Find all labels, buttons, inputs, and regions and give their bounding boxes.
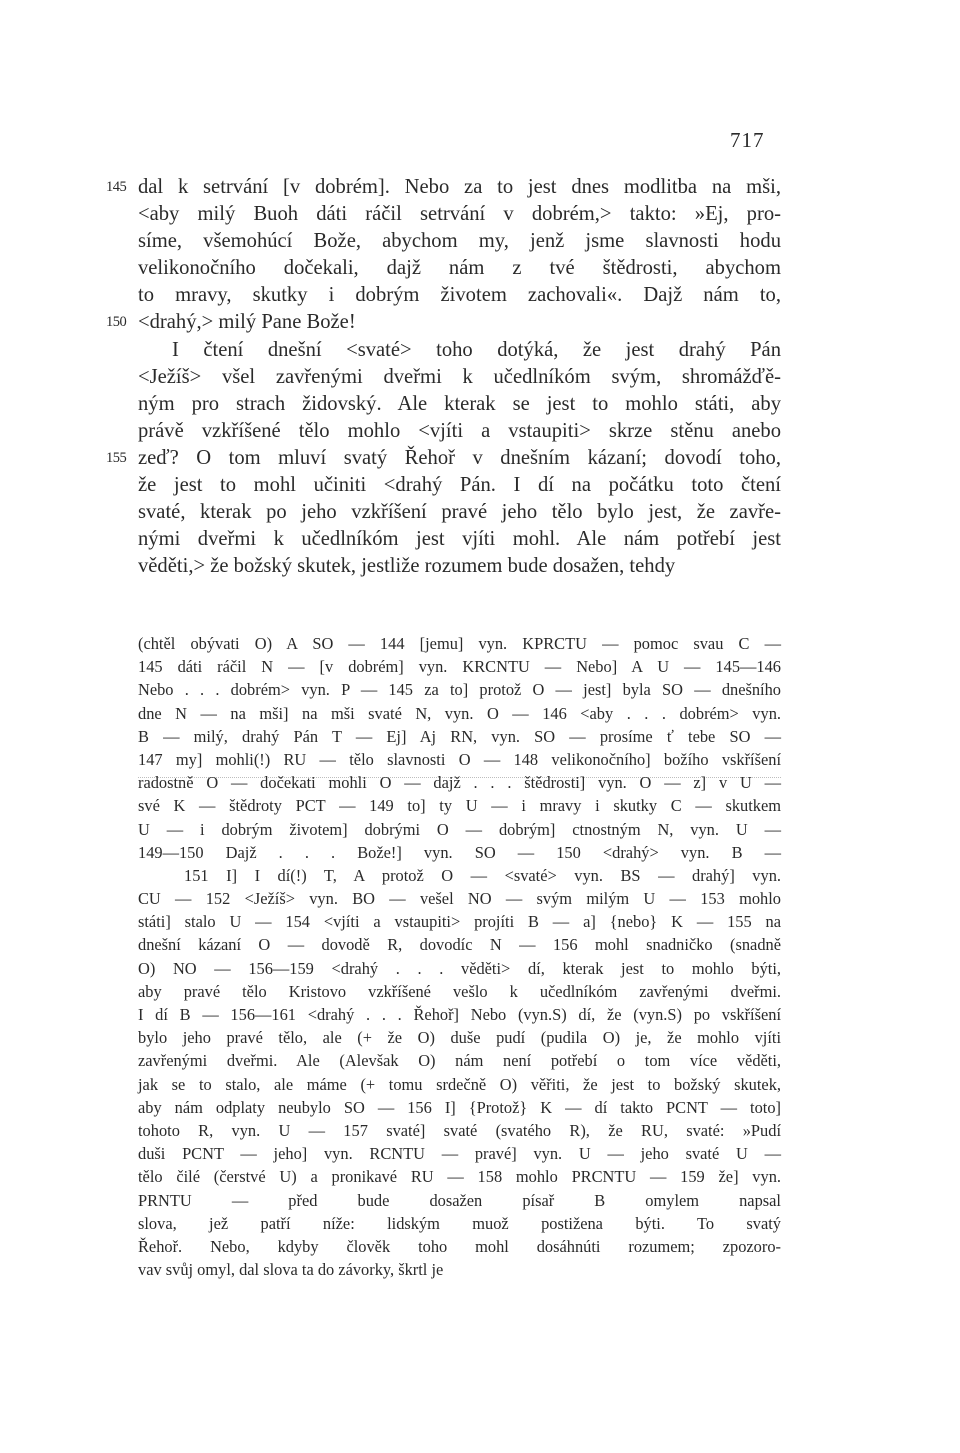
critical-apparatus: [138, 632, 781, 1281]
note-line: radostně O — dočekati mohli O — dajž . . . štědrosti] vyn. O — z] v U —: [138, 773, 781, 793]
line-text: dal k setrvání [v dobrém]. Nebo za to jest dnes modlitba na mši,: [138, 176, 781, 198]
note-line: slova, jež patří níže: lidským muož postižena býti. To svatý: [138, 1213, 781, 1233]
line-text: I čtení dnešní <svaté> toho dotýká, že jest drahý Pán: [172, 338, 781, 361]
note-line: dnešní kázaní O — dovodě R, dovodíc N — 156 mohl snadničko (snadně: [138, 935, 781, 955]
note-line: (chtěl obývati O) A SO — 144 [jemu] vyn. KPRCTU — pomoc svau C —: [138, 634, 781, 653]
note-line: své K — štědroty PCT — 149 to] ty U — i mravy i skutky C — skutkem: [138, 796, 781, 816]
line-number: 155: [106, 449, 127, 466]
note-line: státi] stalo U — 154 <vjíti a vstaupiti> projíti B — a] {nebo} K — 155 na: [138, 912, 781, 932]
note-line: bylo jeho pravé tělo, ale (+ že O) duše pudí (pudila O) je, že mohlo vjíti: [138, 1028, 781, 1048]
note-line: 145 dáti ráčil N — [v dobrém] vyn. KRCNTU — Nebo] A U — 145—146: [138, 657, 781, 677]
text-line: [138, 553, 781, 580]
note-line: 151 I] I dí(!) T, A protož O — <svaté> vyn. BS — drahý] vyn.: [184, 865, 781, 885]
line-text: ným pro strach židovský. Ale kterak se jest to mohlo státi, aby: [138, 392, 781, 415]
note-line: jak se to stalo, ale máme (+ tomu srdečně O) věřiti, že jest to božský skutek,: [138, 1074, 781, 1094]
note-line: aby nám odplaty neubylo SO — 156 I] {Protož} K — dí takto PCNT — toto]: [138, 1097, 781, 1117]
line-text: zeď? O tom mluví svatý Řehoř v dnešním kázaní; dovodí toho,: [138, 446, 781, 469]
line-text: věděti,> že božský skutek, jestliže rozumem bude dosažen, tehdy: [138, 555, 676, 578]
text-line: [138, 364, 781, 391]
note-line: 149—150 Dajž . . . Bože!] vyn. SO — 150 <drahý> vyn. B —: [138, 842, 781, 862]
text-line: [138, 472, 781, 499]
note-line: CU — 152 <Ježíš> vyn. BO — vešel NO — svým milým U — 153 mohlo: [138, 889, 781, 909]
text-line: [106, 309, 781, 336]
text-line: [138, 418, 781, 445]
text-line: [138, 499, 781, 526]
note-line: tohoto R, vyn. U — 157 svaté] svaté (svatého R), že RU, svaté: »Pudí: [138, 1120, 781, 1140]
text-line: [138, 391, 781, 418]
note-line: B — milý, drahý Pán T — Ej] Aj RN, vyn. SO — prosíme ť tebe SO —: [138, 726, 781, 746]
note-line: U — i dobrým životem] dobrými O — dobrým] ctnostným N, vyn. U —: [138, 819, 781, 839]
text-line: [138, 255, 781, 282]
line-text: velikonočního dočekali, dajž nám z tvé štědrosti, abychom: [138, 257, 781, 280]
note-line: 147 my] mohli(!) RU — tělo slavnosti O — 148 velikonočního] božího vskříšení: [138, 749, 781, 769]
line-text: právě vzkříšené tělo mohlo <vjíti a vstaupiti> skrze stěnu anebo: [138, 419, 781, 442]
note-line: tělo čilé (čerstvé U) a pronikavé RU — 158 mohlo PRCNTU — 159 že] vyn.: [138, 1167, 781, 1187]
text-line: [138, 282, 781, 309]
text-line: [138, 337, 781, 364]
main-text-block: [106, 174, 781, 580]
note-line: vav svůj omyl, dal slova ta do závorky, škrtl je: [138, 1260, 444, 1280]
line-text: svaté, kterak po jeho vzkříšení pravé jeho tělo bylo jest, že zavře-: [138, 501, 781, 524]
note-line: duši PCNT — jeho] vyn. RCNTU — pravé] vyn. U — jeho svaté U —: [138, 1144, 781, 1164]
note-line: O) NO — 156—159 <drahý . . . věděti> dí, kterak jest to mohlo býti,: [138, 958, 781, 978]
note-line: Nebo . . . dobrém> vyn. P — 145 za to] protož O — jest] byla SO — dnešního: [138, 680, 781, 700]
note-line: I dí B — 156—161 <drahý . . . Řehoř] Nebo (vyn.S) dí, že (vyn.S) po vskříšení: [138, 1005, 781, 1024]
line-number: 150: [106, 314, 127, 331]
line-text: to mravy, skutky i dobrým životem zachovali«. Dajž nám to,: [138, 284, 781, 307]
line-text: síme, všemohúcí Bože, abychom my, jenž jsme slavnosti hodu: [138, 230, 781, 253]
line-text: že jest to mohl učiniti <drahý Pán. I dí na počátku toto čtení: [138, 474, 781, 497]
text-line: [138, 526, 781, 553]
note-line: zavřenými dveřmi. Ale (Alevšak O) nám není potřebí o tom více věděti,: [138, 1051, 781, 1071]
text-line: [138, 228, 781, 255]
text-line: [106, 445, 781, 472]
note-line: Řehoř. Nebo, kdyby člověk toho mohl dosáhnúti rozumem; zpozoro-: [138, 1236, 781, 1256]
line-text: nými dveřmi k učedlníkóm jest vjíti mohl. Ale nám potřebí jest: [138, 528, 781, 551]
page-number: 717: [730, 128, 765, 152]
text-line: [138, 201, 781, 228]
line-text: <Ježíš> všel zavřenými dveřmi k učedlníkóm svým, shromážďě-: [138, 365, 781, 388]
text-line: [106, 174, 781, 201]
note-line: aby pravé tělo Kristovo vzkříšené vešlo k učedlníkóm zavřenými dveřmi.: [138, 981, 781, 1001]
note-line: PRNTU — před bude dosažen písař B omylem napsal: [138, 1190, 781, 1210]
line-text: <aby milý Buoh dáti ráčil setrvání v dobrém,> takto: »Ej, pro-: [138, 203, 781, 226]
note-line: dne N — na mši] na mši svaté N, vyn. O — 146 <aby . . . dobrém> vyn.: [138, 703, 781, 723]
line-text: <drahý,> milý Pane Bože!: [138, 311, 356, 334]
line-number: 145: [106, 179, 127, 195]
